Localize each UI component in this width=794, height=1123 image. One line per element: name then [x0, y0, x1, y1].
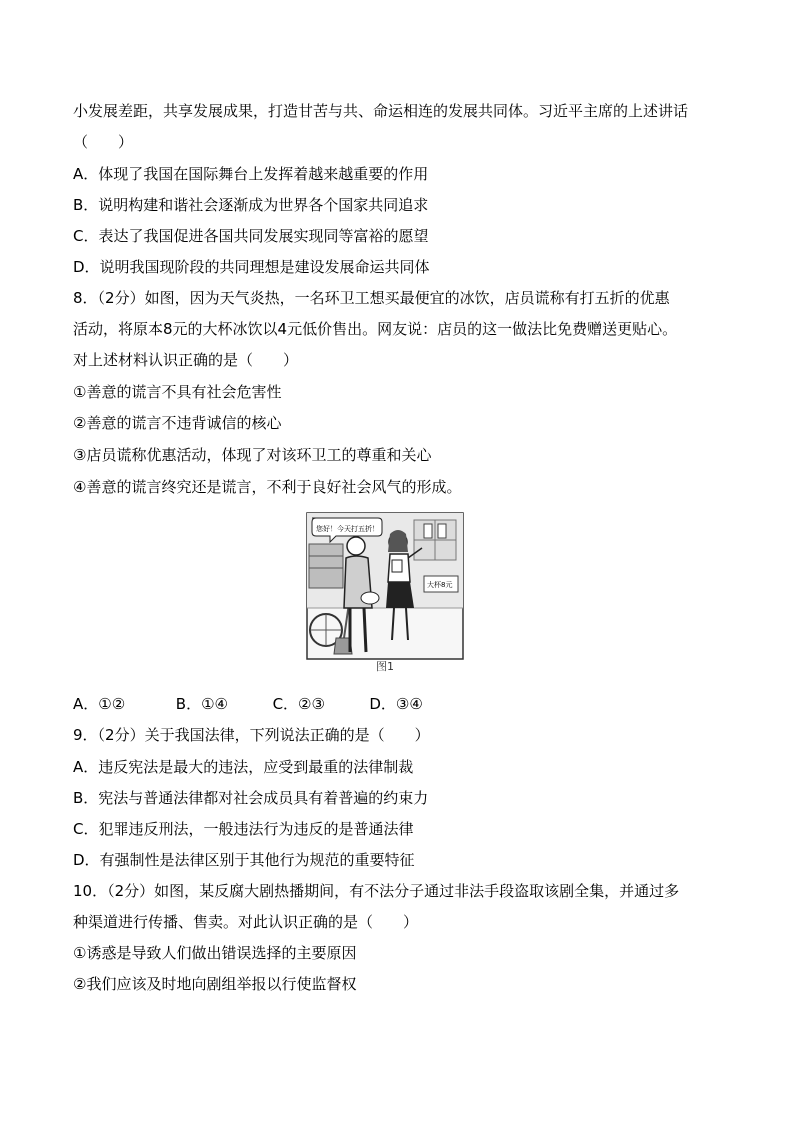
q9-option-d: D．有强制性是法律区别于其他行为规范的重要特征 [73, 851, 415, 869]
q8-stem-line-1: 8．（2分）如图，因为天气炎热，一名环卫工想买最便宜的冰饮，店员谎称有打五折的优惠 [73, 289, 670, 307]
q8-option-d: D．③④ [369, 695, 423, 713]
q8-figure-price-sign: 大杯8元 [427, 581, 453, 589]
q10-statement-2: ②我们应该及时地向剧组举报以行使监督权 [73, 975, 357, 993]
q7-answer-blank: （ ） [73, 133, 134, 151]
q9-option-b: B．宪法与普通法律都对社会成员具有着普遍的约束力 [73, 789, 429, 807]
q7-option-b: B．说明构建和谐社会逐渐成为世界各个国家共同追求 [73, 196, 429, 214]
q8-figure-illustration [306, 512, 464, 660]
q7-stem-continued: 小发展差距，共享发展成果，打造甘苦与共、命运相连的发展共同体。习近平主席的上述讲话 [73, 102, 689, 120]
q8-statement-4: ④善意的谎言终究还是谎言，不利于良好社会风气的形成。 [73, 478, 462, 496]
q9-option-a: A．违反宪法是最大的违法，应受到最重的法律制裁 [73, 758, 414, 776]
q8-statement-1: ①善意的谎言不具有社会危害性 [73, 383, 282, 401]
q8-stem-line-3: 对上述材料认识正确的是（ ） [73, 351, 299, 369]
q8-stem-line-2: 活动，将原本8元的大杯冰饮以4元低价售出。网友说：店员的这一做法比免费赠送更贴心。 [73, 320, 678, 338]
q9-stem: 9．（2分）关于我国法律，下列说法正确的是（ ） [73, 726, 430, 744]
q8-figure-bubble-text: 您好！今天打五折！ [316, 525, 379, 533]
q7-option-a: A．体现了我国在国际舞台上发挥着越来越重要的作用 [73, 165, 429, 183]
q8-options [73, 694, 423, 714]
q7-option-d: D．说明我国现阶段的共同理想是建设发展命运共同体 [73, 258, 430, 276]
q10-statement-1: ①诱惑是导致人们做出错误选择的主要原因 [73, 944, 357, 962]
q8-option-c: C．②③ [272, 695, 325, 713]
q8-figure-caption: 图1 [376, 660, 394, 673]
q8-statement-2: ②善意的谎言不违背诚信的核心 [73, 414, 282, 432]
q8-statement-3: ③店员谎称优惠活动，体现了对该环卫工的尊重和关心 [73, 446, 432, 464]
q10-stem-line-2: 种渠道进行传播、售卖。对此认识正确的是（ ） [73, 913, 419, 931]
q8-option-a: A．①② [73, 695, 126, 713]
q8-option-b: B．①④ [175, 695, 228, 713]
q9-option-c: C．犯罪违反刑法，一般违法行为违反的是普通法律 [73, 820, 414, 838]
q10-stem-line-1: 10．（2分）如图，某反腐大剧热播期间，有不法分子通过非法手段盗取该剧全集，并通过多 [73, 882, 680, 900]
q7-option-c: C．表达了我国促进各国共同发展实现同等富裕的愿望 [73, 227, 429, 245]
q8-figure [306, 512, 464, 673]
